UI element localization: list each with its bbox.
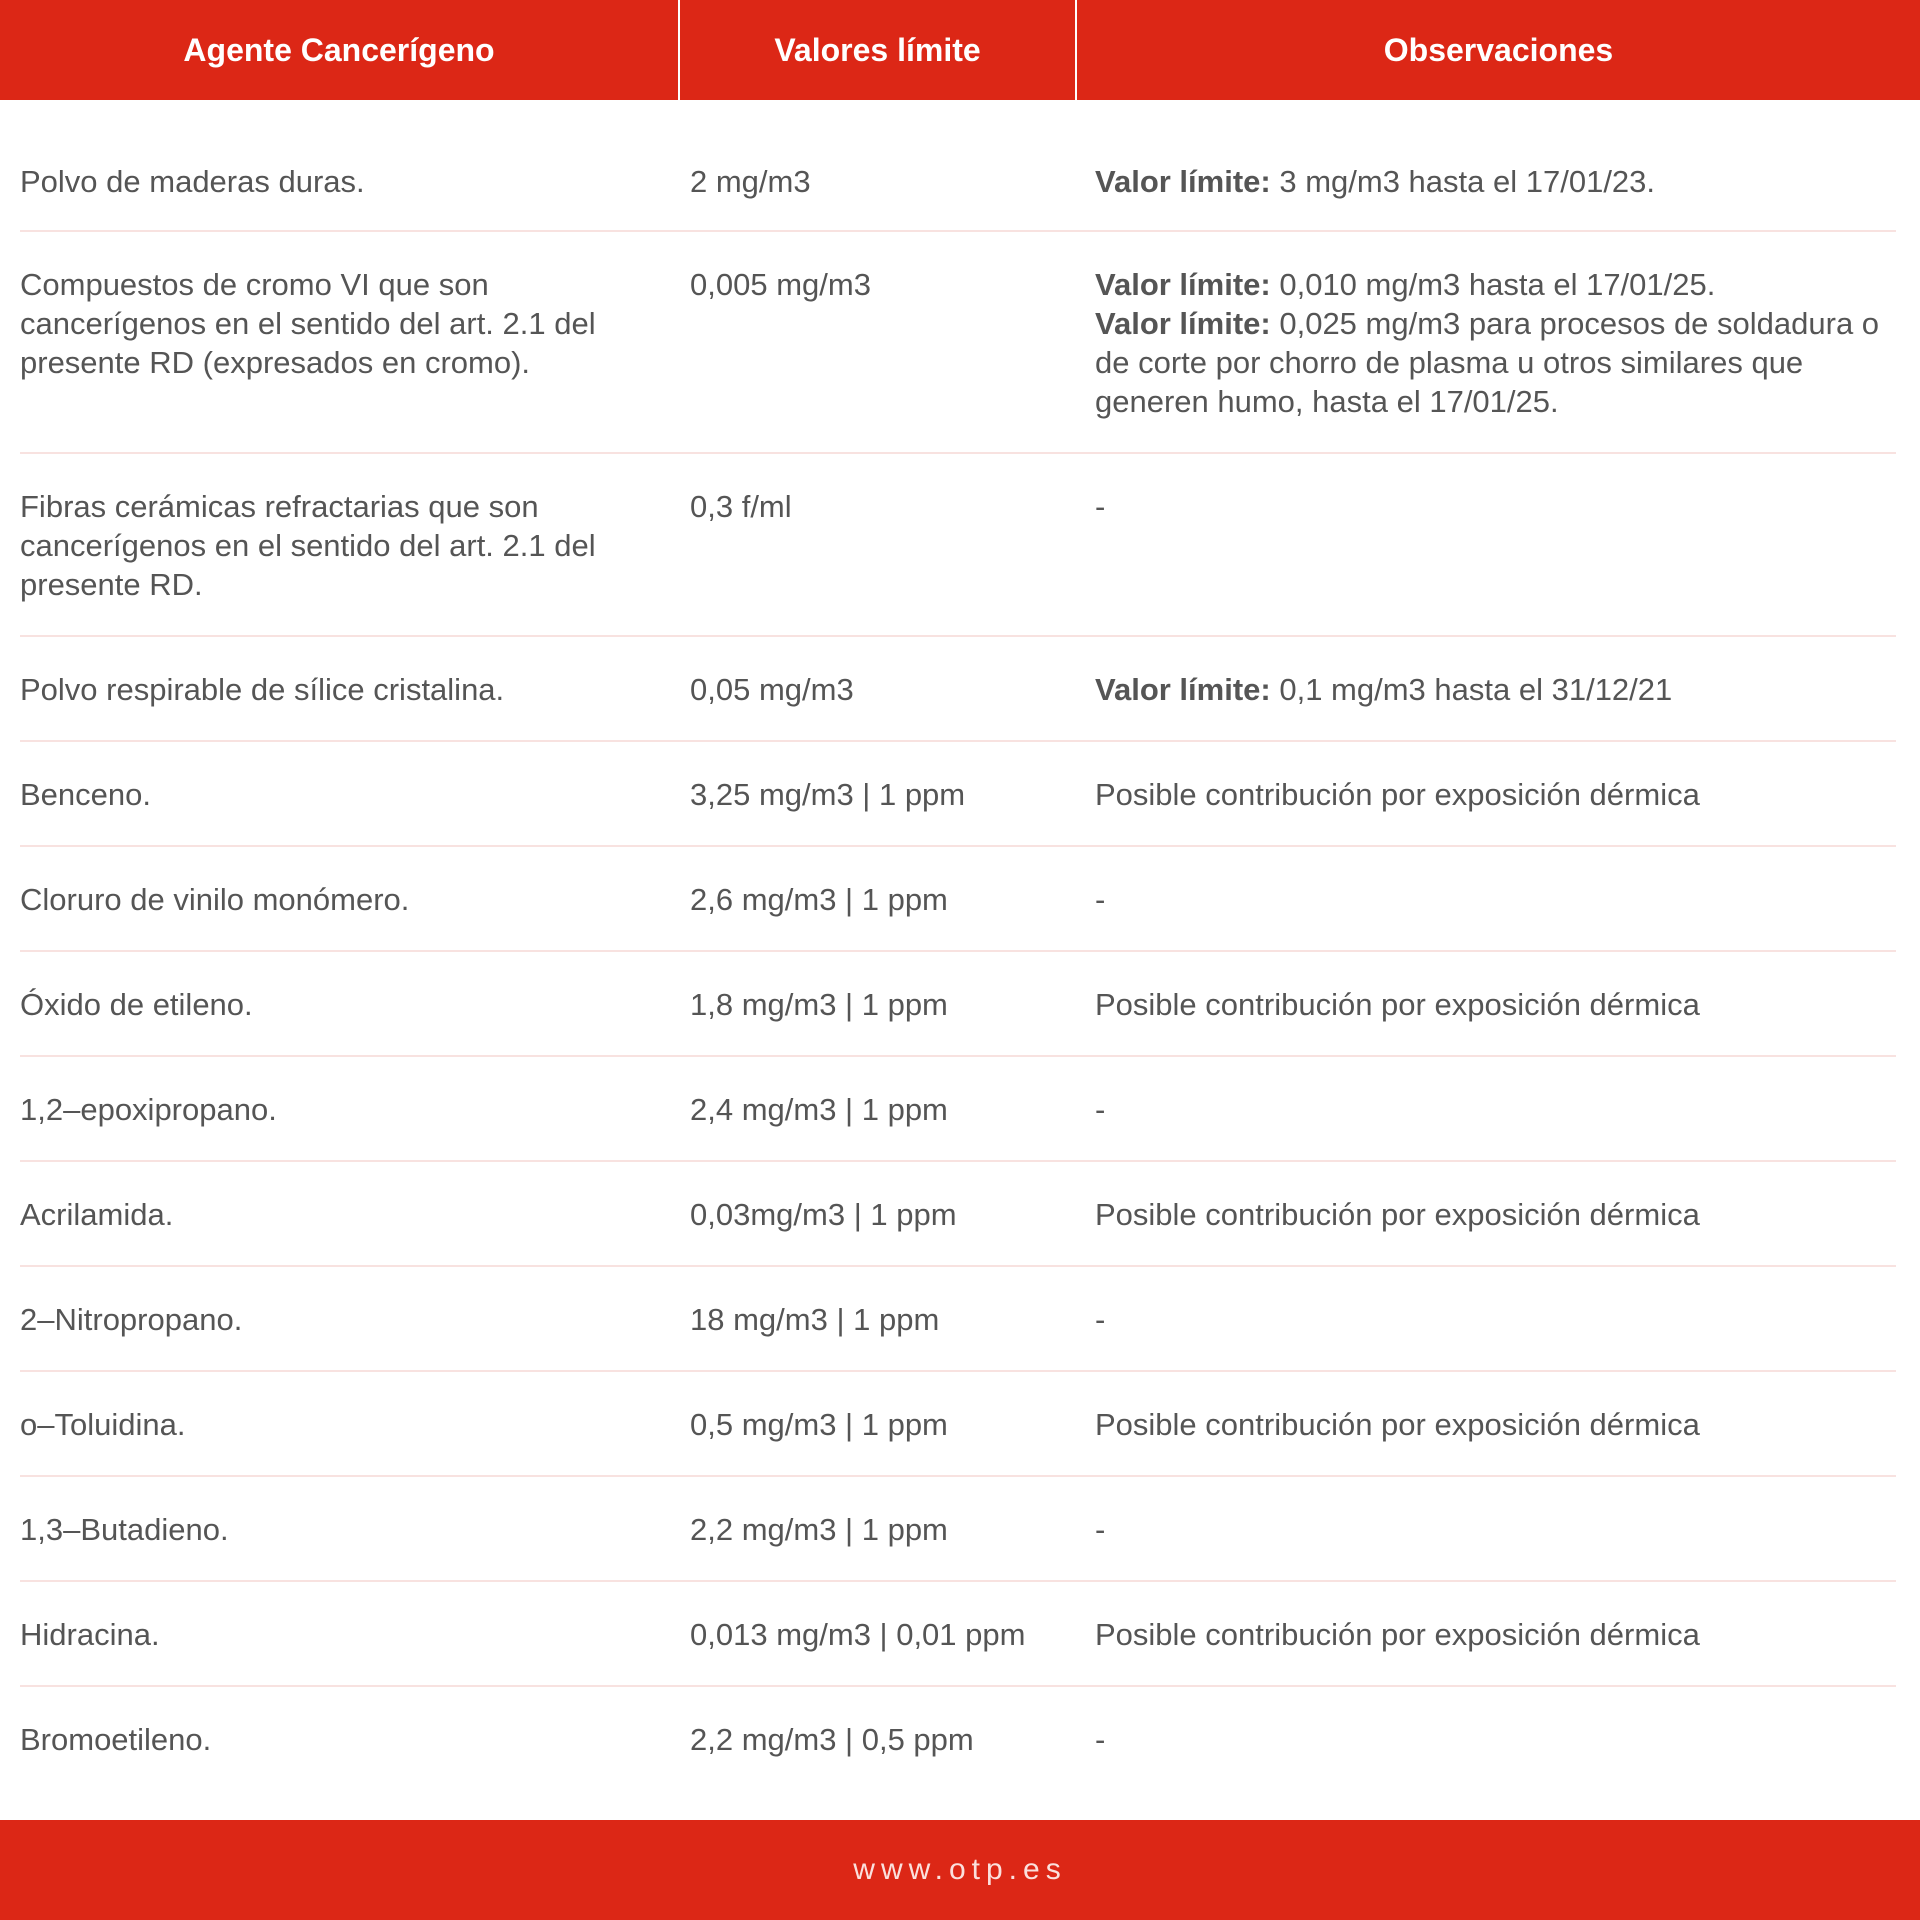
agent-cell: Óxido de etileno. [20,987,253,1022]
observation-line [1095,670,1905,709]
table-row [0,232,1920,454]
table-row [0,1057,1920,1162]
observation-label: Valor límite: [1095,672,1271,707]
limit-value-cell: 18 mg/m3 | 1 ppm [690,1302,940,1337]
agent-cell: Cloruro de vinilo monómero. [20,882,410,917]
observation-text: Posible contribución por exposición dérmica [1095,1197,1700,1232]
observation-text: 0,1 mg/m3 hasta el 31/12/21 [1270,672,1673,707]
agent-cell: o–Toluidina. [20,1407,186,1442]
observation-cell [1095,1615,1905,1654]
footer-url: www.otp.es [853,1853,1067,1886]
table-row [0,1162,1920,1267]
observation-text: - [1095,489,1106,524]
limit-value-cell: 0,3 f/ml [690,489,792,524]
limit-value-cell: 0,05 mg/m3 [690,672,854,707]
agent-cell: Benceno. [20,777,151,812]
observation-text: - [1095,882,1106,917]
header-values: Valores límite [774,31,981,68]
observation-line [1095,985,1905,1024]
table-header [0,0,1920,100]
observation-text: - [1095,1512,1106,1547]
observation-line [1095,265,1905,304]
observation-line [1095,775,1905,814]
observation-line [1095,1090,1905,1129]
limit-value-cell: 0,03mg/m3 | 1 ppm [690,1197,957,1232]
table-row [0,1267,1920,1372]
limit-value-cell: 2,2 mg/m3 | 1 ppm [690,1512,948,1547]
limit-value-cell: 3,25 mg/m3 | 1 ppm [690,777,966,812]
observation-cell [1095,880,1905,919]
observation-cell [1095,1405,1905,1444]
agent-cell: Compuestos de cromo VI que son cancerígenos en el sentido del art. 2.1 del presente RD (expresados en cromo). [20,267,596,380]
agent-cell: Polvo de maderas duras. [20,164,365,199]
observation-cell [1095,162,1905,201]
observation-text: Posible contribución por exposición dérmica [1095,1617,1700,1652]
table-row [0,847,1920,952]
table-row [0,100,1920,232]
header-agent: Agente Cancerígeno [183,31,495,68]
observation-cell [1095,1300,1905,1339]
observation-line [1095,1300,1905,1339]
table-row [0,1687,1920,1792]
observation-line [1095,1720,1905,1759]
observation-text: Posible contribución por exposición dérmica [1095,1407,1700,1442]
table-row [0,742,1920,847]
observation-line [1095,487,1905,526]
table-row [0,454,1920,637]
observation-text: - [1095,1092,1106,1127]
observation-text: 0,010 mg/m3 hasta el 17/01/25. [1270,267,1716,302]
observation-text: Posible contribución por exposición dérmica [1095,777,1700,812]
table-row [0,1372,1920,1477]
observation-text: 3 mg/m3 hasta el 17/01/23. [1270,164,1656,199]
agent-cell: 1,3–Butadieno. [20,1512,229,1547]
observation-text: 0,025 mg/m3 para procesos de soldadura o de corte por chorro de plasma u otros similares que generen humo, hasta el 17/01/25. [1095,306,1880,419]
limit-value-cell: 2,6 mg/m3 | 1 ppm [690,882,948,917]
table-row [0,1477,1920,1582]
header-observations: Observaciones [1383,31,1614,68]
table-row [0,637,1920,742]
agent-cell: 2–Nitropropano. [20,1302,243,1337]
observation-text: - [1095,1722,1106,1757]
observation-cell [1095,1195,1905,1234]
observation-line [1095,1405,1905,1444]
observation-line [1095,162,1905,201]
limit-value-cell: 2 mg/m3 [690,164,811,199]
observation-cell [1095,775,1905,814]
observation-line [1095,1510,1905,1549]
agent-cell: Hidracina. [20,1617,160,1652]
agent-cell: Bromoetileno. [20,1722,212,1757]
footer-bar [0,1820,1920,1920]
observation-cell [1095,265,1905,421]
limit-value-cell: 0,013 mg/m3 | 0,01 ppm [690,1617,1026,1652]
table-row [0,952,1920,1057]
agent-cell: Polvo respirable de sílice cristalina. [20,672,505,707]
observation-line [1095,1615,1905,1654]
observation-text: - [1095,1302,1106,1337]
observation-text: Posible contribución por exposición dérmica [1095,987,1700,1022]
observation-cell [1095,487,1905,526]
observation-cell [1095,1090,1905,1129]
limit-value-cell: 0,005 mg/m3 [690,267,871,302]
observation-line [1095,880,1905,919]
observation-cell [1095,670,1905,709]
observation-line [1095,1195,1905,1234]
limit-value-cell: 0,5 mg/m3 | 1 ppm [690,1407,948,1442]
table-row [0,1582,1920,1687]
limit-value-cell: 2,4 mg/m3 | 1 ppm [690,1092,948,1127]
observation-line [1095,304,1905,421]
observation-cell [1095,1510,1905,1549]
observation-cell [1095,1720,1905,1759]
observation-label: Valor límite: [1095,306,1271,341]
observation-label: Valor límite: [1095,267,1271,302]
limit-value-cell: 2,2 mg/m3 | 0,5 ppm [690,1722,974,1757]
observation-label: Valor límite: [1095,164,1271,199]
limit-value-cell: 1,8 mg/m3 | 1 ppm [690,987,948,1022]
agent-cell: 1,2–epoxipropano. [20,1092,277,1127]
agent-cell: Fibras cerámicas refractarias que son cancerígenos en el sentido del art. 2.1 del presente RD. [20,489,596,602]
observation-cell [1095,985,1905,1024]
agent-cell: Acrilamida. [20,1197,174,1232]
